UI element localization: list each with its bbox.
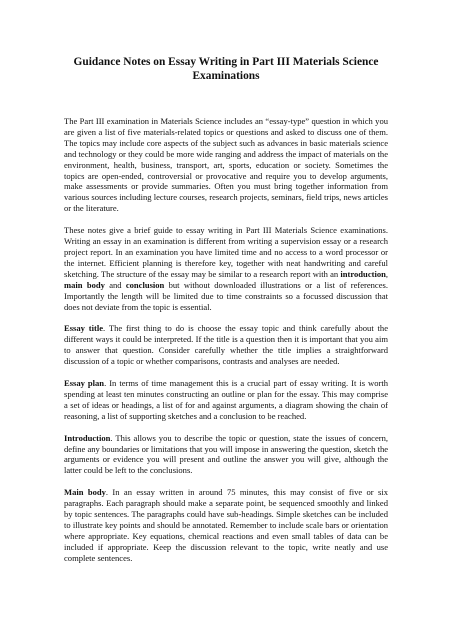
paragraph-4 xyxy=(64,378,388,422)
bold-term: Essay plan xyxy=(64,378,105,389)
bold-term: Introduction xyxy=(64,432,111,443)
text-run: . In terms of time management this is a crucial part of essay writing. It is worth spending at least ten minutes constructing an outline or plan for the essay. This may comprise a set of ideas or headings, a list of for and against arguments, a diagram showing the chain of reasoning, a list of supporting sketches and a conclusion to be reached. xyxy=(64,378,388,421)
document-title: Guidance Notes on Essay Writing in Part III Materials Science Examinations xyxy=(73,56,379,82)
text-run: These notes give a brief guide to essay writing in Part III Materials Science examinations. Writing an essay in an examination is different from writing a supervision essay or a research project report. In an examination you have limited time and no access to a word processor or the internet. Efficient planning is therefore key, together with neat handwriting and careful sketching. The structure of the essay may be similar to a research report with an xyxy=(64,225,388,279)
text-run: . The first thing to do is choose the essay topic and think carefully about the different ways it could be interpreted. If the title is a question then it is important that you aim to answer that question. Consider carefully whether the title implies a straightforward discussion of a topic or whether comparisons, contrasts and analyses are needed. xyxy=(64,323,388,367)
bold-term: introduction xyxy=(340,268,386,279)
paragraph-2 xyxy=(64,225,388,312)
text-run: and xyxy=(104,279,126,290)
text-run: . In an essay written in around 75 minutes, this may consist of five or six paragraphs. Each paragraph should make a separate point, be sequenced smoothly and linked by topic sentences. The paragraphs could have sub-headings. Simple sketches can be included to illustrate key points and should be annotated. Remember to include scale bars or orientation where appropriate. Key equations, chemical reactions and even small tables of data can be included if appropriate. Keep the discussion relevant to the topic, write neatly and use complete sentences. xyxy=(64,487,388,563)
bold-term: conclusion xyxy=(125,279,165,290)
bold-term: main body xyxy=(64,279,105,290)
paragraph-5 xyxy=(64,433,388,477)
paragraph-1 xyxy=(64,116,388,214)
bold-term: Main body xyxy=(64,487,106,498)
paragraph-6 xyxy=(64,487,388,563)
document-body xyxy=(64,116,388,564)
text-run: . This allows you to describe the topic or question, state the issues of concern, define any boundaries or limitations that you will impose in answering the question, sketch the arguments or evidence you will present and outline the answer you will give, although the latter could be left to the conclusions. xyxy=(64,432,389,476)
bold-term: Essay title xyxy=(64,323,104,334)
text-run: , xyxy=(385,268,388,279)
text-run: but without downloaded illustrations or a list of references. Importantly the length will be limited due to time constraints so a focussed discussion that does not deviate from the topic is essential. xyxy=(64,279,388,312)
paragraph-3 xyxy=(64,323,388,367)
text-run: The Part III examination in Materials Science includes an “essay-type” question in which you are given a list of five materials-related topics or questions and asked to discuss one of them. The topics may include core aspects of the subject such as advances in basic materials science and technology or they could be more wide ranging and address the impact of materials on the environment, health, business, transport, art, sports, education or society. Sometimes the topics are open-ended, controversial or provocative and require you to develop arguments, make assessments or provide summaries. Often you must bring together information from various sources including lecture courses, research projects, seminars, field trips, news articles or the literature. xyxy=(64,116,388,214)
